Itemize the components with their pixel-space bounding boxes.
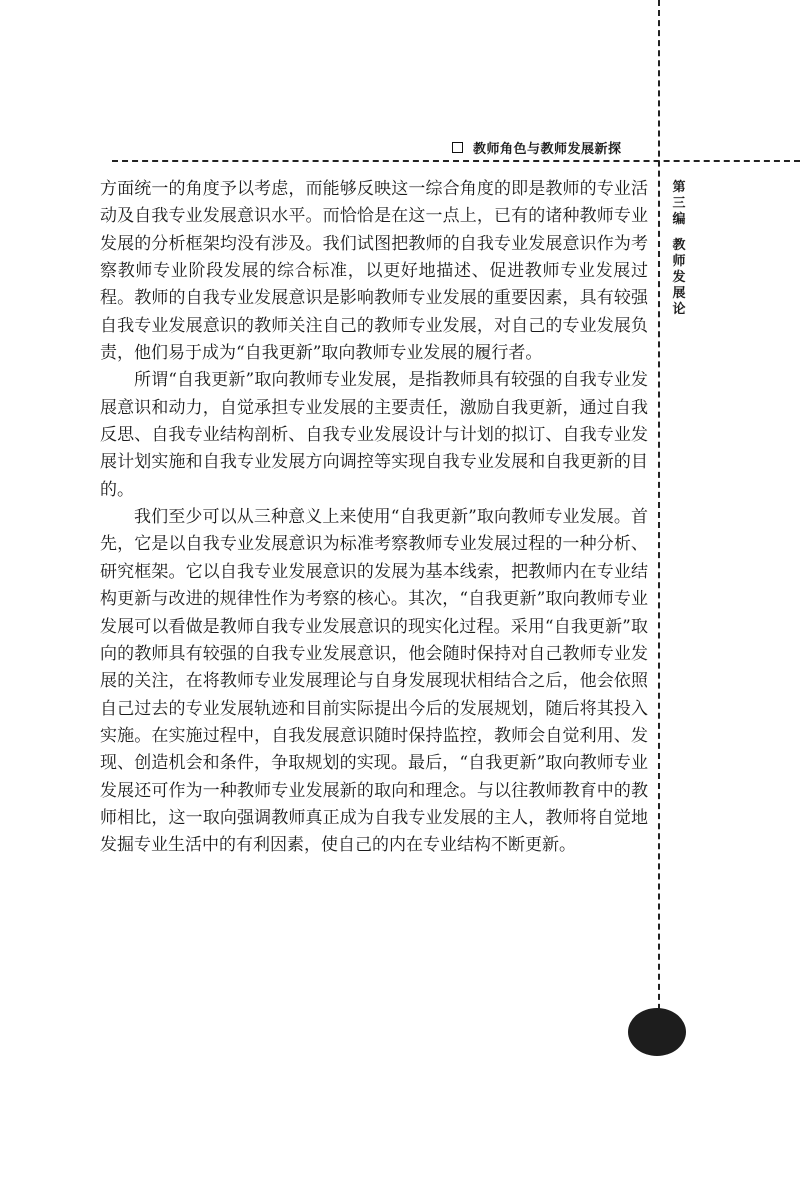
side-tab-section: 教师发展论 <box>672 238 686 317</box>
body-text <box>100 176 648 860</box>
paragraph: 方面统一的角度予以考虑，而能够反映这一综合角度的即是教师的专业活动及自我专业发展意识水平。而恰恰是在这一点上，已有的诸种教师专业发展的分析框架均没有涉及。我们试图把教师的自我专业发展意识作为考察教师专业阶段发展的综合标准，以更好地描述、促进教师专业发展过程。教师的自我专业发展意识是影响教师专业发展的重要因素，具有较强自我专业发展意识的教师关注自己的教师专业发展，对自己的专业发展负责，他们易于成为“自我更新”取向教师专业发展的履行者。 <box>100 179 648 364</box>
page-number-badge <box>628 1008 686 1056</box>
side-tab-part: 第三编 <box>672 180 686 227</box>
header-dashed-rule <box>112 160 800 162</box>
paragraph: 我们至少可以从三种意义上来使用“自我更新”取向教师专业发展。首先，它是以自我专业发展意识为标准考察教师专业发展过程的一种分析、研究框架。它以自我专业发展意识的发展为基本线索，把教师内在专业结构更新与改进的规律性作为考察的核心。其次，“自我更新”取向教师专业发展可以看做是教师自我专业发展意识的现实化过程。采用“自我更新”取向的教师具有较强的自我专业发展意识，他会随时保持对自己教师专业发展的关注，在将教师专业发展理论与自身发展现状相结合之后，他会依照自己过去的专业发展轨迹和目前实际提出今后的发展规划，随后将其投入实施。在实施过程中，自我发展意识随时保持监控，教师会自觉利用、发现、创造机会和条件，争取规划的实现。最后，“自我更新”取向教师专业发展还可作为一种教师专业发展新的取向和理念。与以往教师教育中的教师相比，这一取向强调教师真正成为自我专业发展的主人，教师将自觉地发掘专业生活中的有利因素，使自己的内在专业结构不断更新。 <box>100 507 648 856</box>
paragraph: 所谓“自我更新”取向教师专业发展，是指教师具有较强的自我专业发展意识和动力，自觉承担专业发展的主要责任，激励自我更新，通过自我反思、自我专业结构剖析、自我专业发展设计与计划的拟订、自我专业发展计划实施和自我专业发展方向调控等实现自我专业发展和自我更新的目的。 <box>100 370 648 500</box>
header-title: 教师角色与教师发展新探 <box>473 142 622 157</box>
square-icon <box>452 142 463 153</box>
running-header <box>452 138 652 157</box>
vertical-dashed-rule <box>658 0 660 1030</box>
